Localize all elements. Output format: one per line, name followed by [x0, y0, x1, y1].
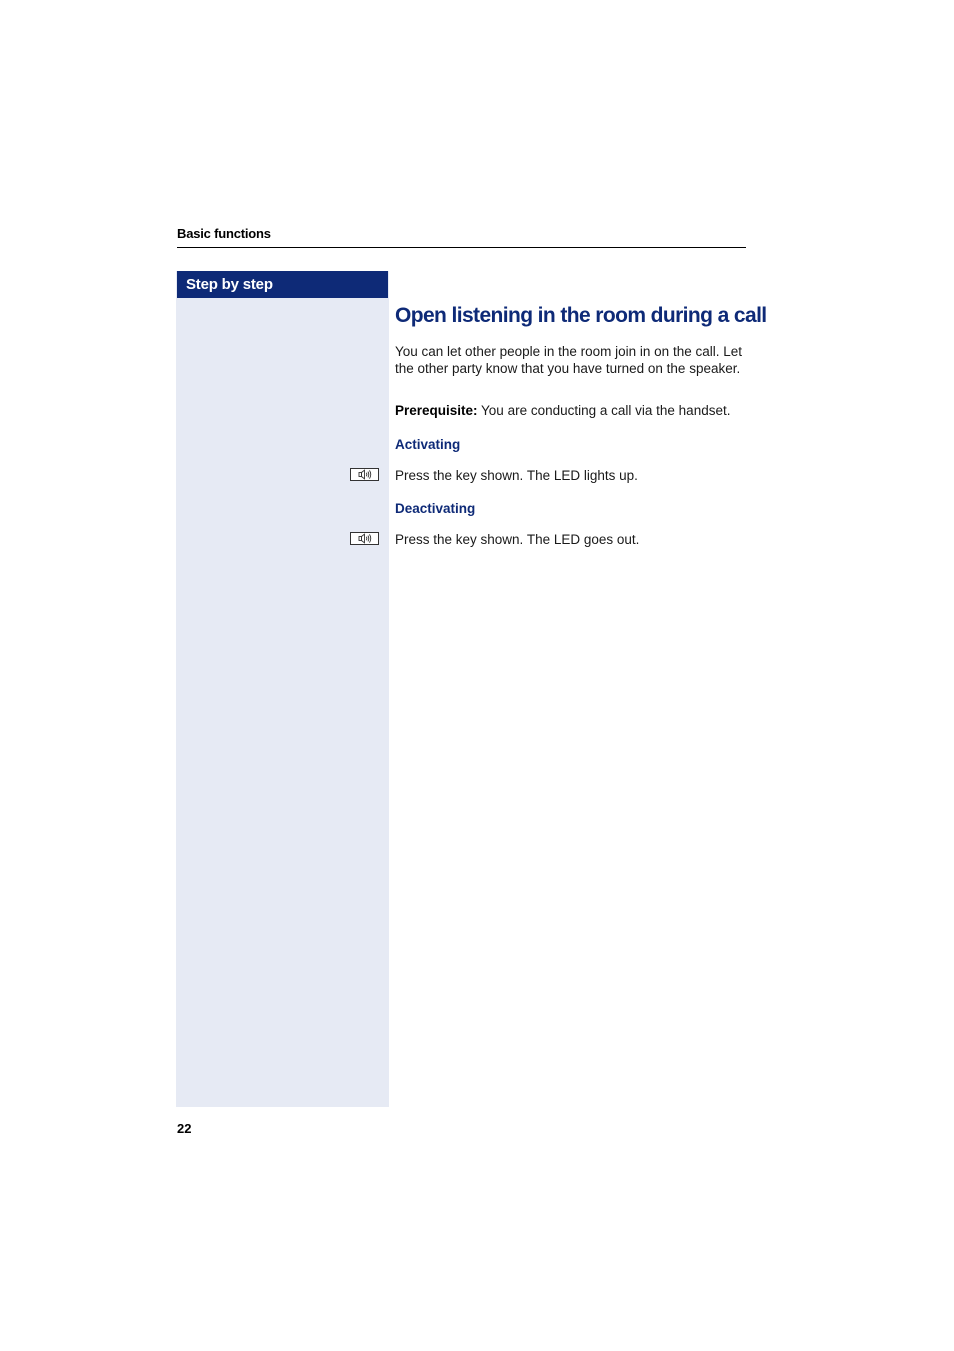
activating-heading: Activating: [395, 437, 461, 452]
step-by-step-banner: Step by step: [177, 271, 388, 298]
prerequisite-paragraph: [395, 403, 750, 420]
section-label: Basic functions: [177, 226, 271, 241]
step-by-step-sidebar: [176, 271, 389, 1107]
deactivating-heading: Deactivating: [395, 501, 476, 516]
page-title: Open listening in the room during a call: [395, 304, 767, 327]
loudspeaker-key-icon: [350, 532, 379, 545]
deactivating-instruction: Press the key shown. The LED goes out.: [395, 532, 640, 547]
activating-instruction: Press the key shown. The LED lights up.: [395, 468, 638, 483]
intro-paragraph: You can let other people in the room join in on the call. Let the other party know that you have turned on the speaker.: [395, 344, 742, 376]
header-divider: [177, 247, 746, 248]
prerequisite-text: You are conducting a call via the handset.: [477, 403, 731, 418]
page-number: 22: [177, 1121, 192, 1136]
prerequisite-label: Prerequisite:: [395, 403, 478, 418]
loudspeaker-key-icon: [350, 468, 379, 481]
